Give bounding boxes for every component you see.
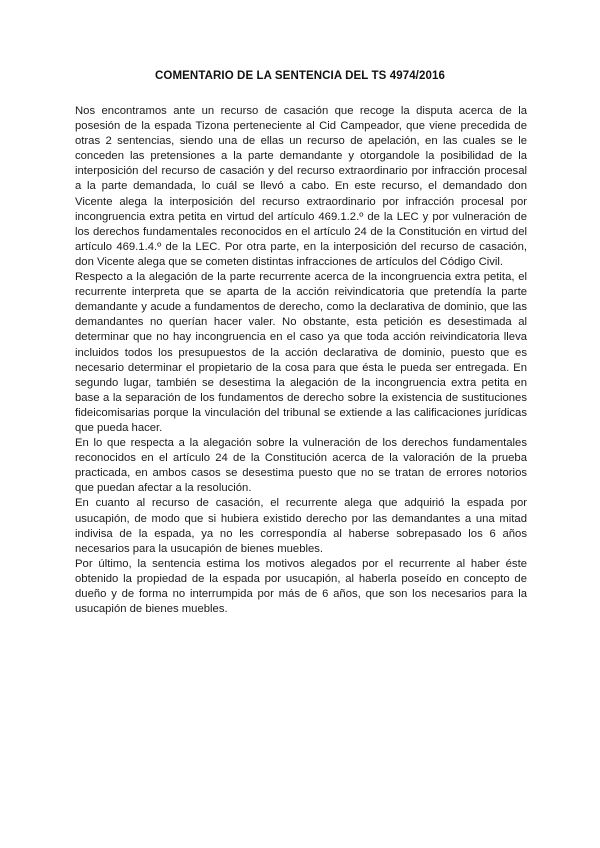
paragraph-derechos-fundamentales: En lo que respecta a la alegación sobre la vulneración de los derechos fundamentales reconocidos en el artículo 24 de la Constitución acerca de la valoración de la prueba practicada, en ambos casos se desestima puesto que no se tratan de errores notorios que puedan afectar a la resolución. bbox=[75, 437, 527, 495]
paragraph-intro: Nos encontramos ante un recurso de casación que recoge la disputa acerca de la posesión de la espada Tizona perteneciente al Cid Campeador, que viene precedida de otras 2 sentencias, siendo una de ellas un recurso de apelación, en las cuales se le conceden las pretensiones a la parte demandante y otorgandole la posibilidad de la interposición del recurso de casación y del recurso extraordinario por infracción procesal a la parte demandada, lo cuál se llevó a cabo. En este recurso, el demandado don Vicente alega la interposición del recurso extraordinario por infracción procesal por incongruencia extra petita en virtud del artículo 469.1.2.º de la LEC y por vulneración de los derechos fundamentales reconocidos en el artículo 24 de la Constitución en virtud del artículo 469.1.4.º de la LEC. Por otra parte, en la interposición del recurso de casación, don Vicente alega que se cometen distintas infracciones de artículos del Código Civil. bbox=[75, 105, 527, 268]
paragraph-incongruencia: Respecto a la alegación de la parte recurrente acerca de la incongruencia extra petita, el recurrente interpreta que se aparta de la acción reivindicatoria que pretendía la parte demandante y acude a fundamentos de derecho, como la declarativa de dominio, que las demandantes no querían hacer valer. No obstante, esta petición es desestimada al determinar que no hay incongruencia en el caso ya que toda acción reivindicatoria lleva incluidos todos los presupuestos de la acción declarativa de dominio, puesto que es necesario determinar el propietario de la cosa para que ésta le pueda ser entregada. En segundo lugar, también se desestima la alegación de la incongruencia extra petita en base a la separación de los fundamentos de derecho sobre la existencia de sustituciones fideicomisarias porque la vinculación del tribunal se extiende a las calificaciones jurídicas que pueda hacer. bbox=[75, 271, 527, 434]
paragraph-conclusion: Por último, la sentencia estima los motivos alegados por el recurrente al haber éste obtenido la propiedad de la espada por usucapión, al haberla poseído en concepto de dueño y de forma no interrumpida por más de 6 años, que son los necesarios para la usucapión de bienes muebles. bbox=[75, 557, 527, 616]
document-title: COMENTARIO DE LA SENTENCIA DEL TS 4974/2016 bbox=[155, 70, 445, 82]
document-body bbox=[75, 104, 527, 617]
paragraph-recurso-casacion: En cuanto al recurso de casación, el recurrente alega que adquirió la espada por usucapión, de modo que si hubiera existido derecho por las demandantes a una mitad indivisa de la espada, ya no les correspondía al haberse sobrepasado los 6 años necesarios para la usucapión de bienes muebles. bbox=[75, 497, 527, 555]
